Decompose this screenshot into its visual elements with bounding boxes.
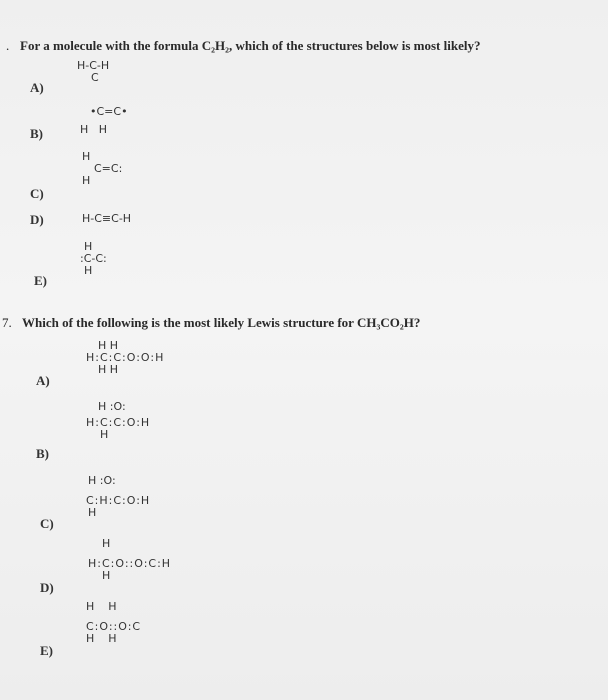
question-2-number: 7.: [2, 315, 12, 330]
structure-line: H:C:O::O:C:H: [88, 557, 172, 570]
structure-line: H H: [80, 123, 108, 136]
structure-line: H:C:C:O:O:H: [86, 351, 165, 364]
structure-line: H-C≡C-H: [82, 212, 132, 225]
structure-line: H H: [86, 600, 117, 613]
structure-line: H: [84, 240, 93, 253]
q1-option-c-structure: [82, 151, 122, 187]
structure-line: H: [84, 264, 93, 277]
structure-line: H H: [98, 363, 119, 376]
q2-option-b-structure: [86, 401, 150, 441]
q2-option-a-structure: [86, 340, 164, 376]
structure-line: C:O::O:C: [86, 620, 142, 633]
q2-option-c-label[interactable]: C): [40, 516, 54, 531]
structure-line: H: [102, 569, 111, 582]
structure-line: H: [88, 506, 97, 519]
structure-line: C=C:: [94, 162, 123, 175]
q2-option-d-label[interactable]: D): [40, 580, 54, 595]
structure-line: H: [100, 428, 109, 441]
structure-line: H-C-H: [77, 59, 110, 72]
q1-option-e-label[interactable]: E): [34, 273, 47, 288]
q1-option-c-label[interactable]: C): [30, 186, 44, 201]
question-1-number: .: [6, 38, 10, 53]
structure-line: H:C:C:O:H: [86, 416, 151, 429]
structure-line: C: [91, 71, 99, 84]
structure-line: C:H:C:O:H: [86, 494, 151, 507]
q1-option-a-label[interactable]: A): [30, 80, 44, 95]
structure-line: H: [82, 150, 91, 163]
structure-line: •C=C•: [90, 105, 128, 118]
q2-option-e-label[interactable]: E): [40, 643, 53, 658]
structure-line: H: [102, 537, 111, 550]
structure-line: H :O:: [88, 474, 116, 487]
q1-option-d-label[interactable]: D): [30, 212, 44, 227]
q2-option-e-structure: [86, 601, 141, 645]
structure-line: :C-C:: [80, 252, 107, 265]
q1-option-b-structure: [80, 106, 128, 136]
q1-option-d-structure: [82, 213, 131, 225]
q1-option-b-label[interactable]: B): [30, 126, 43, 141]
q2-option-a-label[interactable]: A): [36, 373, 50, 388]
structure-line: H H: [86, 632, 117, 645]
q1-option-a-structure: [77, 60, 109, 84]
structure-line: H H: [98, 339, 119, 352]
q2-option-d-structure: [88, 538, 171, 582]
q2-option-c-structure: [86, 475, 150, 519]
q1-option-e-structure: [80, 241, 107, 277]
structure-line: H :O:: [98, 400, 126, 413]
question-2-text: Which of the following is the most likely Lewis structure for CH₃CO₂H?: [22, 315, 421, 330]
question-1-text: For a molecule with the formula C₂H₂, which of the structures below is most likely?: [20, 38, 481, 53]
structure-line: H: [82, 174, 91, 187]
q2-option-b-label[interactable]: B): [36, 446, 49, 461]
